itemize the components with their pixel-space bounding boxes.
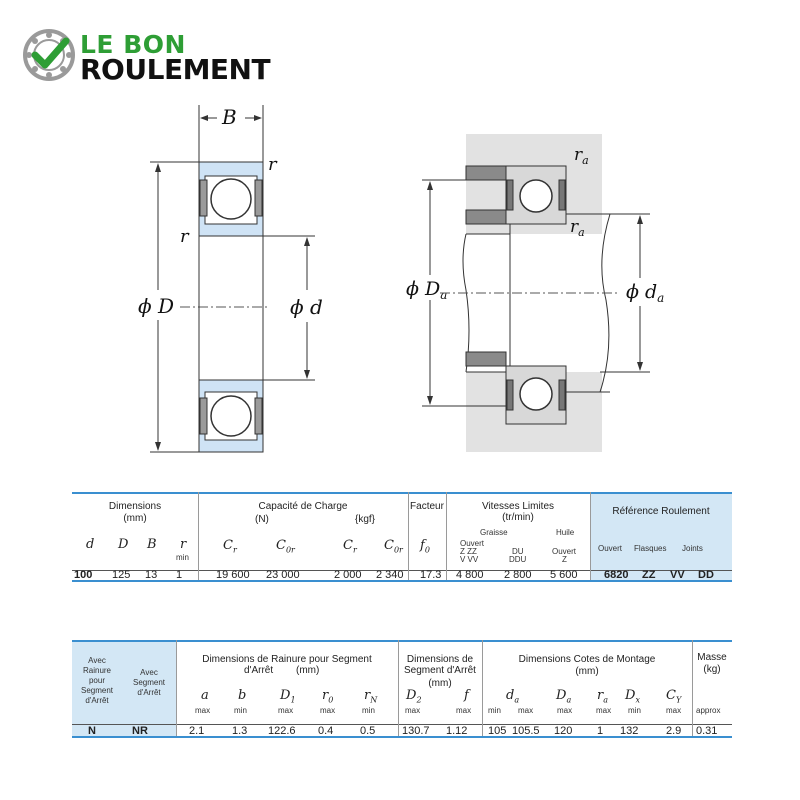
dim-segment-header: Dimensions de [406, 654, 474, 665]
v-vv-label: V VV [460, 555, 479, 564]
dim-montage-header: Dimensions Cotes de Montage [518, 654, 656, 665]
dim-rainure-header-2: d'Arrêt [244, 665, 274, 676]
cell-da-min: 105 [488, 725, 507, 737]
lim-D1: max [278, 706, 294, 715]
lim-b: min [234, 706, 247, 715]
cell-Cr-n: 19 600 [216, 569, 250, 581]
sym-b: b [238, 688, 247, 703]
cell-speed-du: 2 800 [504, 569, 532, 581]
lim-CY: max [666, 706, 682, 715]
facteur-header: Facteur [410, 501, 444, 512]
sym-r-min: min [176, 553, 189, 562]
cell-r: 1 [176, 569, 183, 581]
cell-speed-oil: 5 600 [550, 569, 578, 581]
bearing-section-drawing [120, 100, 340, 460]
sym-f0: $f_0$ [420, 538, 430, 555]
cell-f: 1.12 [446, 725, 468, 737]
label-phi-d: ϕ d [290, 295, 323, 319]
cell-vv: VV [670, 569, 685, 581]
sym-ra: $r_a$ [597, 688, 608, 705]
z-h-label: Z [562, 555, 567, 564]
cell-dd: DD [698, 569, 714, 581]
cell-Cr-kgf: 2 000 [334, 569, 362, 581]
dim-segment-unit: (mm) [428, 678, 452, 689]
sym-B: B [147, 537, 157, 552]
sym-Dx: $D_x$ [625, 688, 640, 705]
sym-da: $d_a$ [506, 688, 520, 705]
lim-rN: min [362, 706, 375, 715]
sym-f: f [464, 688, 469, 703]
cell-CY: 2.9 [666, 725, 682, 737]
sym-r: r [180, 537, 187, 552]
capacite-header: Capacité de Charge [258, 501, 348, 512]
ouvert-z-label: Ouvert [460, 539, 485, 548]
brand-logo [22, 26, 302, 86]
cell-Da: 120 [554, 725, 573, 737]
label-phi-Da: ϕ $D_a$ [406, 278, 448, 302]
cell-C0r-n: 23 000 [266, 569, 300, 581]
z-zz-label: Z ZZ [460, 547, 477, 556]
logo-text-line1: LE BON [80, 30, 186, 59]
unit-kgf: {kgf} [355, 514, 376, 525]
sym-r0: $r_0$ [322, 688, 334, 705]
lim-r0: max [320, 706, 336, 715]
vitesses-header: Vitesses Limites [481, 501, 555, 512]
cell-r0: 0.4 [318, 725, 334, 737]
graisse-label: Graisse [480, 528, 508, 537]
sym-d: d [86, 537, 95, 552]
cell-N: N [88, 725, 96, 737]
lim-masse: approx [696, 706, 721, 715]
sym-D2: $D_2$ [406, 688, 422, 705]
avec-rainure-header: Avec Rainure pour Segment d'Arrêt [80, 656, 114, 705]
sym-Da: $D_a$ [556, 688, 572, 705]
sym-CY: $C_Y$ [666, 688, 682, 705]
cell-D1: 122.6 [268, 725, 296, 737]
cell-D: 125 [112, 569, 131, 581]
sym-C0r-kgf: $C_{0r}$ [384, 538, 403, 555]
cell-f0: 17.3 [420, 569, 442, 581]
du-label: DU [512, 547, 524, 556]
groove-mounting-table [72, 640, 732, 740]
cell-masse: 0.31 [696, 725, 718, 737]
avec-segment-header: Avec Segment d'Arrêt [132, 668, 166, 697]
ref-ouvert-label: Ouvert [598, 544, 623, 553]
sym-D1: $D_1$ [280, 688, 296, 705]
vitesses-unit: (tr/min) [502, 512, 534, 523]
label-r-top: r [268, 154, 277, 175]
lim-da-min: min [488, 706, 501, 715]
mounting-drawing [400, 130, 680, 460]
ref-flasques-label: Flasques [634, 544, 667, 553]
lim-D2: max [405, 706, 421, 715]
lim-a: max [195, 706, 211, 715]
cell-flasques: ZZ [642, 569, 656, 581]
label-phi-da: ϕ $d_a$ [626, 281, 665, 305]
label-ra-top: $r_a$ [574, 145, 589, 167]
sym-D: D [118, 537, 129, 552]
dim-montage-unit: (mm) [575, 666, 599, 677]
cell-rN: 0.5 [360, 725, 376, 737]
lim-da-max: max [518, 706, 534, 715]
sym-rN: $r_N$ [364, 688, 378, 705]
sym-C0r: $C_{0r}$ [276, 538, 295, 555]
bearing-check-icon [22, 28, 76, 82]
dimensions-unit: (mm) [123, 513, 147, 524]
label-r-side: r [180, 226, 189, 247]
huile-label: Huile [556, 528, 575, 537]
lim-Dx: min [628, 706, 641, 715]
ref-joints-label: Joints [682, 544, 703, 553]
bearing-spec-table [72, 492, 732, 582]
dimensions-header: Dimensions [108, 501, 162, 512]
dim-rainure-header: Dimensions de Rainure pour Segment [202, 654, 372, 665]
reference-header: Référence Roulement [612, 506, 710, 517]
ouvert-h-label: Ouvert [552, 547, 577, 556]
dim-segment-header-2: Segment d'Arrêt [404, 665, 476, 676]
sym-Cr: $C_r$ [223, 538, 237, 555]
cell-D2: 130.7 [402, 725, 430, 737]
label-B: B [222, 105, 237, 129]
cell-B: 13 [145, 569, 158, 581]
masse-header: Masse [697, 652, 727, 663]
cell-ra: 1 [597, 725, 604, 737]
sym-Cr-kgf: $C_r$ [343, 538, 357, 555]
cell-NR: NR [132, 725, 148, 737]
masse-unit: (kg) [703, 664, 721, 675]
lim-ra: max [596, 706, 612, 715]
cell-b: 1.3 [232, 725, 248, 737]
dim-rainure-unit: (mm) [296, 665, 320, 676]
cell-d: 100 [74, 569, 93, 581]
unit-n: (N) [255, 514, 269, 525]
cell-speed-z: 4 800 [456, 569, 484, 581]
cell-C0r-kgf: 2 340 [376, 569, 404, 581]
cell-Dx: 132 [620, 725, 639, 737]
label-ra-mid: $r_a$ [570, 217, 585, 239]
logo-text-line2: ROULEMENT [80, 53, 271, 86]
cell-da-max: 105.5 [512, 725, 540, 737]
label-phi-D: ϕ D [138, 294, 175, 318]
lim-f: max [456, 706, 472, 715]
sym-a: a [201, 688, 209, 703]
cell-a: 2.1 [189, 725, 205, 737]
lim-Da: max [557, 706, 573, 715]
ddu-label: DDU [509, 555, 527, 564]
cell-ref: 6820 [604, 569, 629, 581]
